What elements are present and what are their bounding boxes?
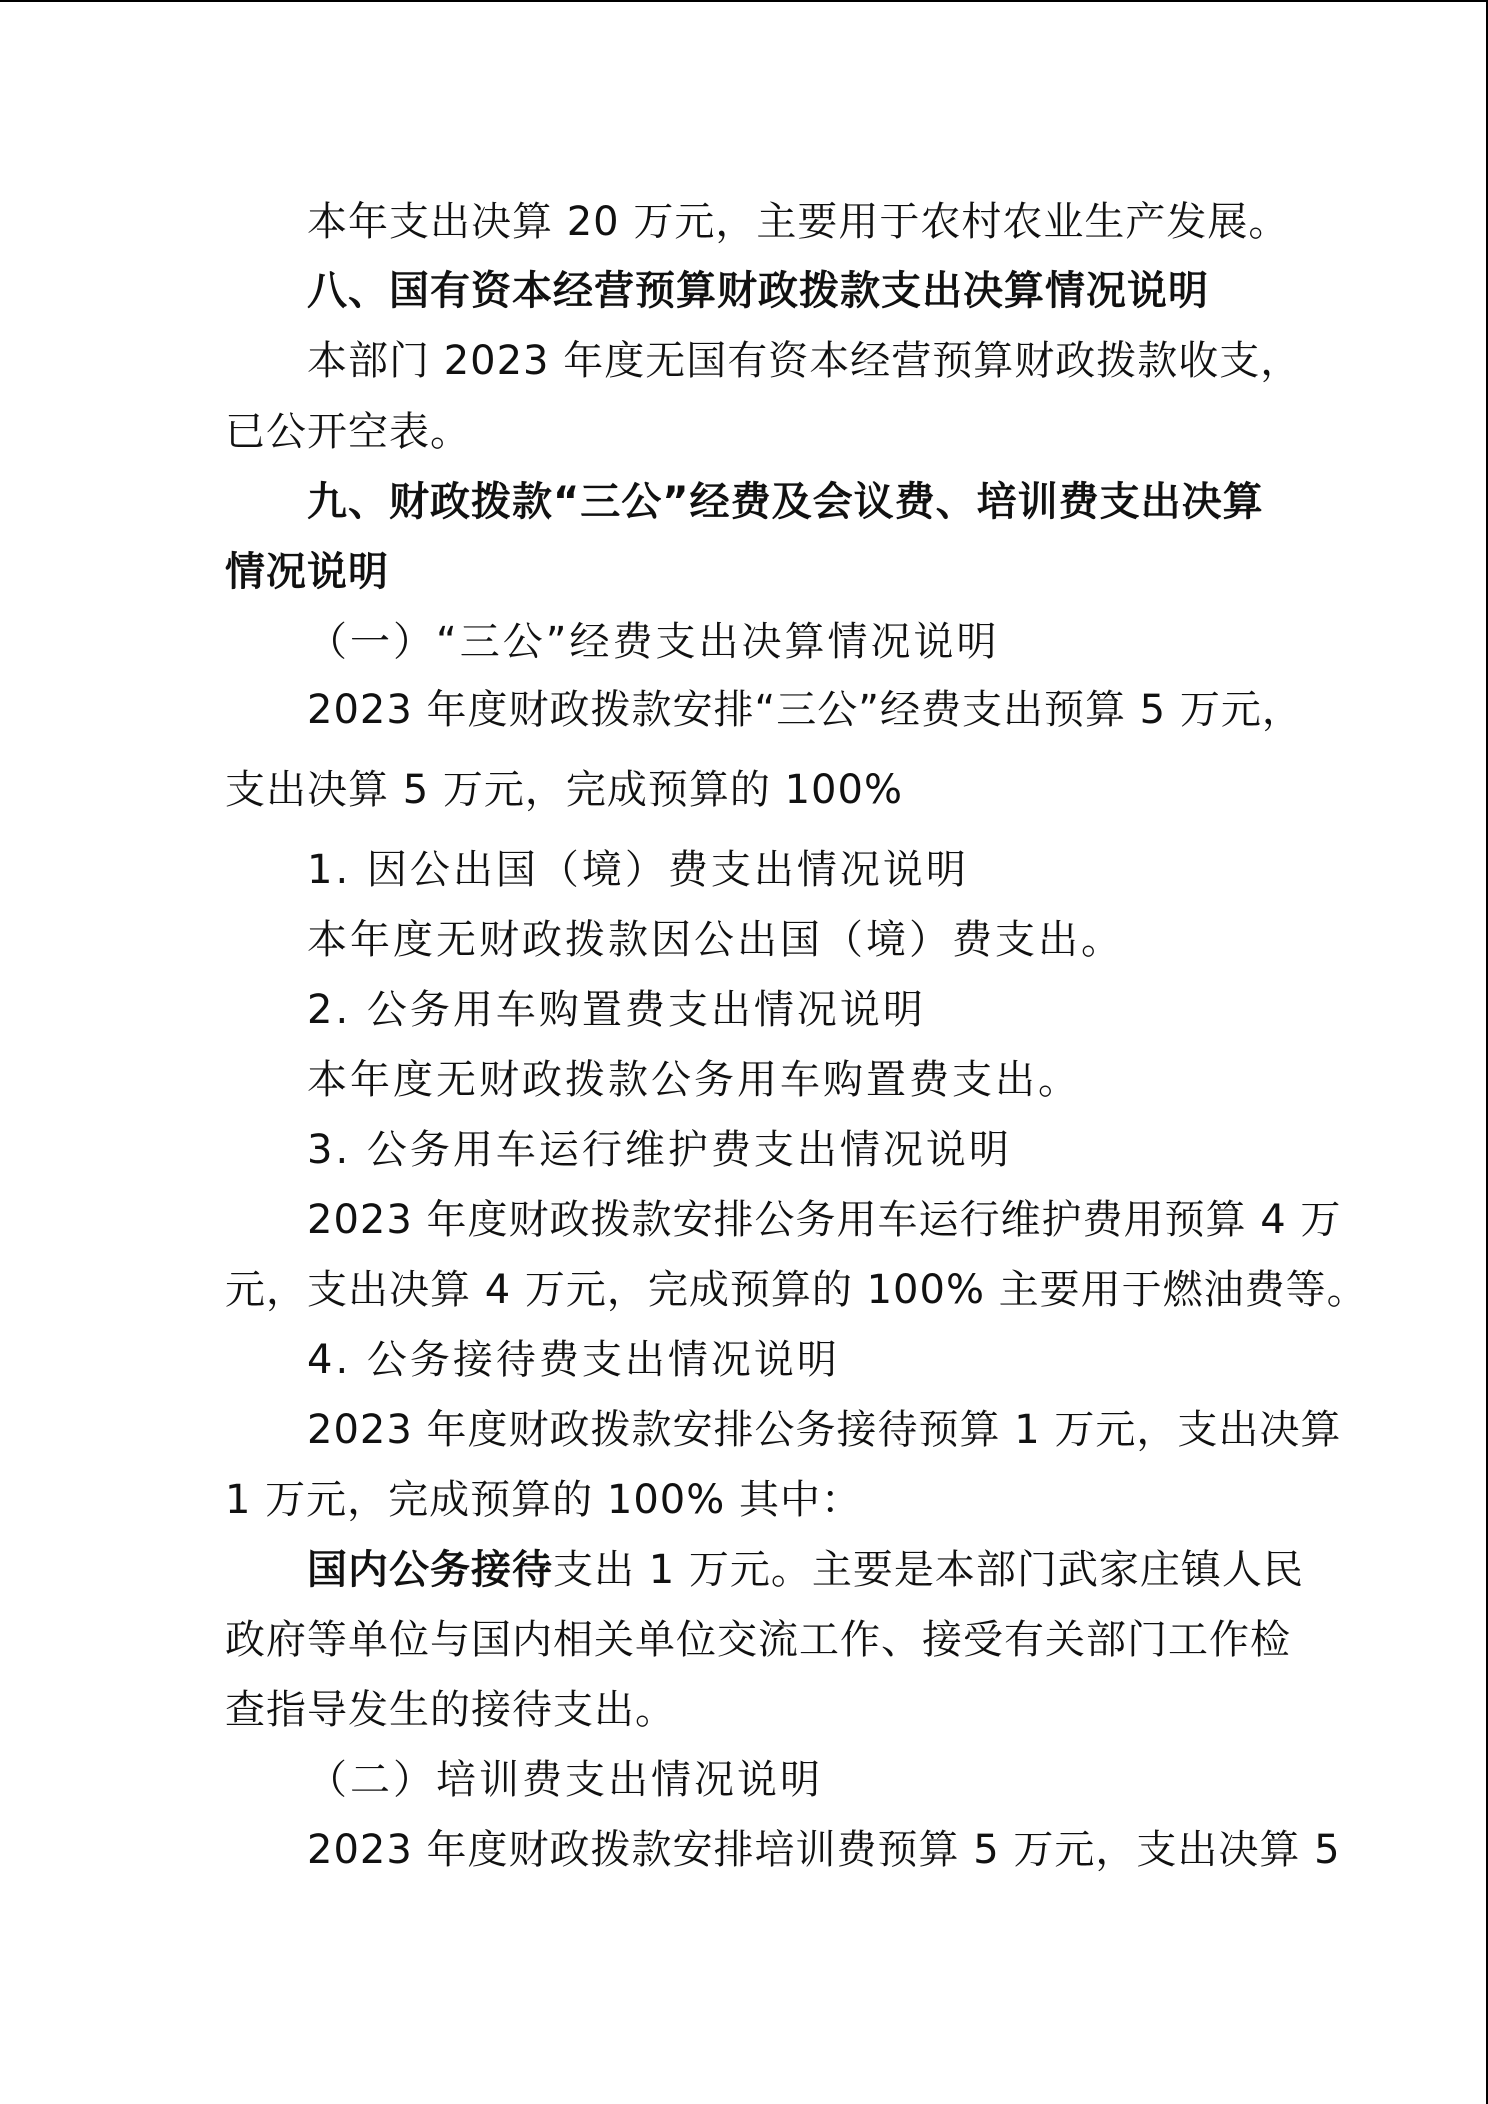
paragraph-domestic-reception-line3: 查指导发生的接待支出。	[225, 1687, 676, 1733]
domestic-reception-term: 国内公务接待	[307, 1547, 553, 1593]
heading-section-8: 八、国有资本经营预算财政拨款支出决算情况说明	[307, 268, 1209, 314]
heading-section-9-line1: 九、财政拨款“三公”经费及会议费、培训费支出决算	[307, 479, 1264, 525]
subheading-reception: 4. 公务接待费支出情况说明	[307, 1337, 840, 1383]
domestic-reception-rest: 支出 1 万元。主要是本部门武家庄镇人民	[553, 1547, 1304, 1593]
heading-section-9-line2: 情况说明	[225, 549, 389, 595]
paragraph-three-public-line1: 2023 年度财政拨款安排“三公”经费支出预算 5 万元，	[307, 687, 1303, 733]
page-top-border	[0, 0, 1488, 2]
paragraph-reception-line1: 2023 年度财政拨款安排公务接待预算 1 万元，支出决算	[307, 1407, 1342, 1453]
paragraph-vehicle-operation-line1: 2023 年度财政拨款安排公务用车运行维护费用预算 4 万	[307, 1197, 1342, 1243]
paragraph-overseas-travel: 本年度无财政拨款因公出国（境）费支出。	[307, 917, 1124, 963]
paragraph-domestic-reception-line1	[225, 1546, 1304, 1594]
paragraph-training-line1: 2023 年度财政拨款安排培训费预算 5 万元，支出决算 5	[307, 1827, 1341, 1873]
paragraph-vehicle-operation-line2: 元，支出决算 4 万元，完成预算的 100% 主要用于燃油费等。	[225, 1267, 1368, 1313]
paragraph-domestic-reception-line2: 政府等单位与国内相关单位交流工作、接受有关部门工作检	[225, 1617, 1291, 1663]
subheading-training-expenses: （二）培训费支出情况说明	[307, 1757, 823, 1803]
paragraph-state-capital-line2: 已公开空表。	[225, 409, 471, 455]
paragraph-state-capital-line1: 本部门 2023 年度无国有资本经营预算财政拨款收支，	[307, 338, 1302, 384]
paragraph-three-public-line2: 支出决算 5 万元，完成预算的 100%	[225, 767, 903, 813]
paragraph-vehicle-purchase: 本年度无财政拨款公务用车购置费支出。	[307, 1057, 1081, 1103]
paragraph-reception-line2: 1 万元，完成预算的 100% 其中：	[225, 1477, 862, 1523]
subheading-overseas-travel: 1. 因公出国（境）费支出情况说明	[307, 847, 969, 893]
subheading-vehicle-purchase: 2. 公务用车购置费支出情况说明	[307, 987, 926, 1033]
subheading-vehicle-operation: 3. 公务用车运行维护费支出情况说明	[307, 1127, 1012, 1173]
subheading-three-public-expenses: （一）“三公”经费支出决算情况说明	[307, 619, 1000, 665]
paragraph-annual-expenditure: 本年支出决算 20 万元，主要用于农村农业生产发展。	[307, 199, 1290, 245]
